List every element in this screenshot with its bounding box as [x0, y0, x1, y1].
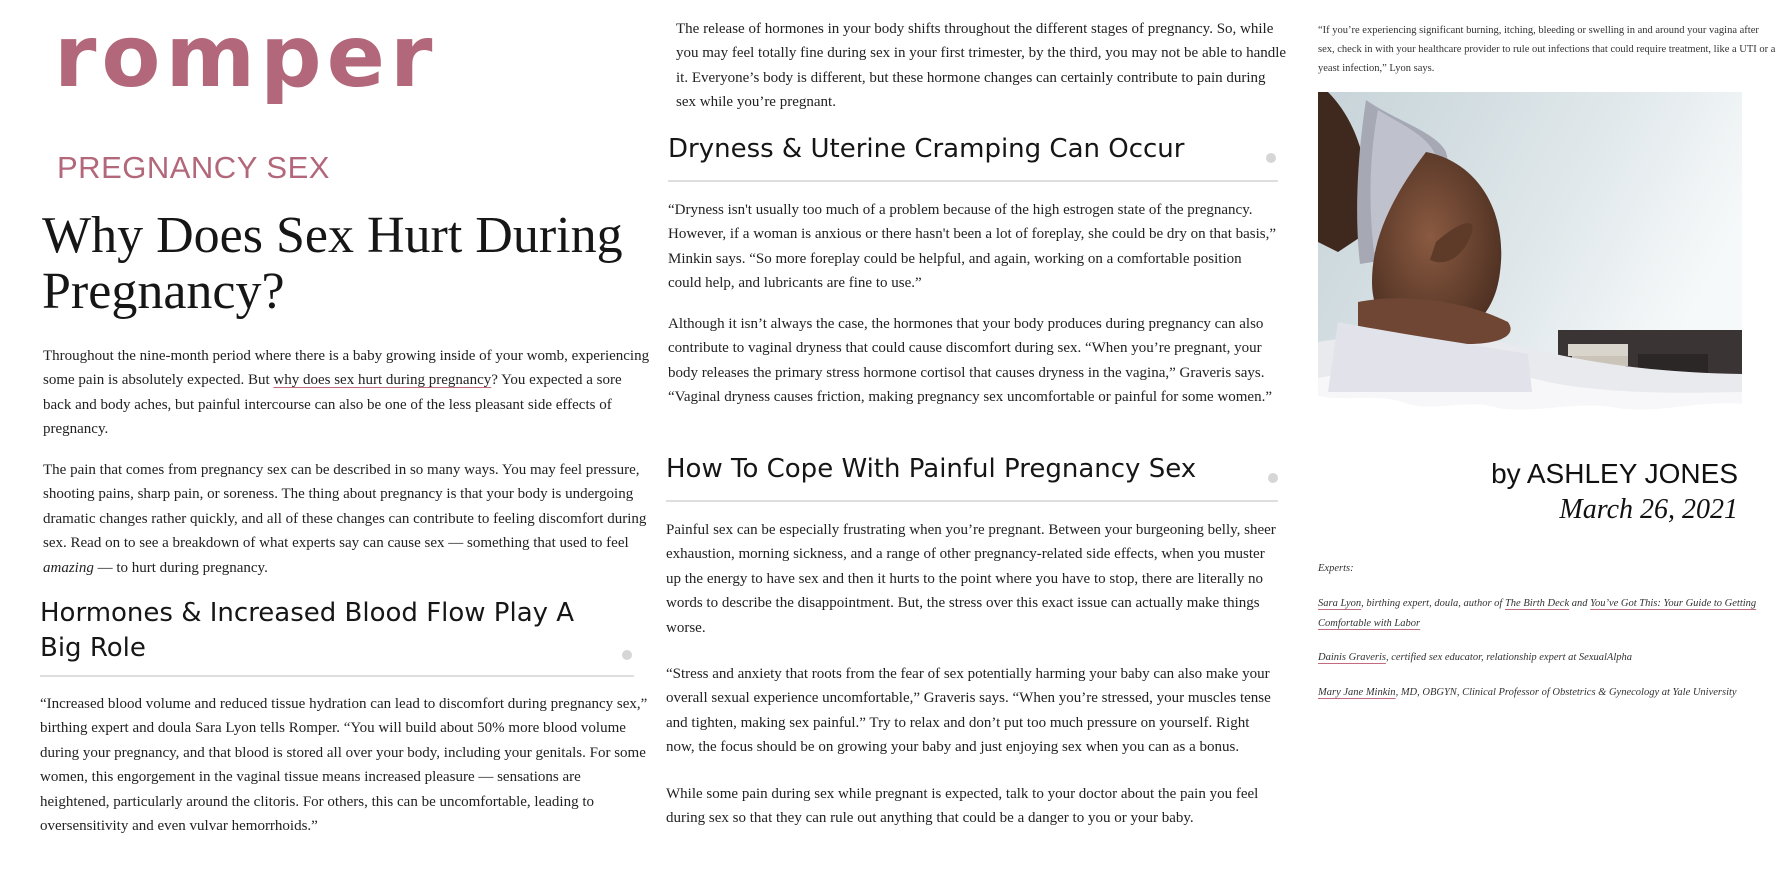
- intro-p1-text-b: ? You expected a sore back and body aches, but painful intercourse can also be one of the less pleasant side effects of pregnancy.: [43, 372, 622, 438]
- book-link-youve-got-this[interactable]: You’ve Got This: Your Guide to Getting Comfortable with Labor: [1318, 598, 1757, 629]
- expert-link-mary-jane-minkin[interactable]: Mary Jane Minkin: [1318, 687, 1396, 698]
- section-divider: [40, 675, 634, 677]
- expert-link-sara-lyon[interactable]: Sara Lyon: [1318, 598, 1362, 609]
- article-title: Why Does Sex Hurt During Pregnancy?: [42, 207, 623, 320]
- section-divider: [668, 180, 1278, 182]
- expert-2-desc: , certified sex educator, relationship expert at SexualAlpha: [1385, 652, 1632, 663]
- intro-paragraph-2: [43, 458, 653, 580]
- intro-paragraph-1: [43, 344, 653, 442]
- section-divider: [666, 500, 1278, 502]
- closing-quote: “If you’re experiencing significant burning, itching, bleeding or swelling in and around your vagina after sex, check in with your healthcare provider to rule out infections that could require treatment, like a UTI or a yeast infection,” Lyon says.: [1318, 25, 1776, 74]
- publish-date: March 26, 2021: [1559, 494, 1738, 525]
- section-heading-hormones: Hormones & Increased Blood Flow Play A Big Role: [40, 598, 575, 663]
- byline: [1491, 458, 1738, 490]
- intro-p2-emphasis: amazing: [43, 559, 94, 576]
- column-middle: [666, 0, 1288, 888]
- expert-1-desc: , birthing expert, doula, author of: [1361, 598, 1505, 609]
- romper-logo[interactable]: romper: [54, 7, 438, 107]
- section3-paragraph-2: “Stress and anxiety that roots from the fear of sex potentially harming your baby can also make your overall sexual experience uncomfortable,” Graveris says. “When you’re stressed, your muscles tense and tighten, making sex painful.” Try to relax and don’t put too much pressure on yourself. Right now, the focus should be on growing your baby and just enjoying sex when you can as a bonus.: [666, 666, 1271, 756]
- section2-paragraph-2: Although it isn’t always the case, the hormones that your body produces during pregnancy can also contribute to vaginal dryness that could cause discomfort during sex. “When you’re pregnant, your body releases the primary stress hormone cortisol that causes dryness in the vagina,” Graveris says. “Vaginal dryness causes friction, making pregnancy sex uncomfortable or painful for some women.”: [668, 316, 1272, 406]
- section-heading-cope: How To Cope With Painful Pregnancy Sex: [666, 454, 1197, 484]
- expert-entry-3: [1318, 683, 1778, 703]
- section2-paragraph-1: “Dryness isn't usually too much of a problem because of the high estrogen state of the pregnancy. However, if a woman is anxious or there hasn't been a lot of foreplay, she could be dry on that basis,” Minkin says. “So more foreplay could be helpful, and again, working on a comfortable position could help, and lubricants are fine to use.”: [668, 202, 1277, 292]
- pregnant-woman-photo: [1318, 92, 1742, 412]
- section1-paragraph-2: The release of hormones in your body shifts throughout the different stages of pregnancy. So, while you may feel totally fine during sex in your first trimester, by the third, you may not be able to handle it. Everyone’s body is different, but these hormone changes can certainly contribute to pain during sex while you’re pregnant.: [676, 21, 1287, 111]
- category-label[interactable]: PREGNANCY SEX: [57, 150, 330, 185]
- column-right: [1318, 0, 1778, 888]
- expert-link-dainis-graveris[interactable]: Dainis Graveris: [1318, 652, 1386, 663]
- column-left: [40, 0, 650, 888]
- experts-heading: Experts:: [1318, 563, 1354, 574]
- section1-paragraph-1: “Increased blood volume and reduced tissue hydration can lead to discomfort during pregnancy sex,” birthing expert and doula Sara Lyon tells Romper. “You will build about 50% more blood volume during your pregnancy, and that blood is stored all over your body, including your genitals. For some women, this engorgement in the vaginal tissue means increased pleasure — sensations are heightened, particularly around the clitoris. For others, this can be uncomfortable, leading to oversensitivity and even vulvar hemorrhoids.”: [40, 696, 648, 835]
- intro-inline-link[interactable]: why does sex hurt during pregnancy: [273, 372, 492, 389]
- expert-entry-1: [1318, 594, 1778, 634]
- book-link-birth-deck[interactable]: The Birth Deck: [1504, 598, 1570, 609]
- byline-prefix: by: [1491, 458, 1521, 489]
- author-name-link[interactable]: ASHLEY JONES: [1526, 458, 1738, 489]
- section3-paragraph-3: While some pain during sex while pregnant is expected, talk to your doctor about the pain you feel during sex so that they can rule out anything that could be a danger to you or your baby.: [666, 786, 1259, 827]
- heading-marker-dot: [1266, 153, 1276, 163]
- intro-p1-text-a: Throughout the nine-month period where there is a baby growing inside of your womb, experiencing some pain is absolutely expected. But: [43, 348, 650, 389]
- intro-p2-text-b: — to hurt during pregnancy.: [93, 559, 268, 576]
- expert-entry-2: [1318, 648, 1778, 668]
- heading-marker-dot: [622, 650, 632, 660]
- section3-paragraph-1: Painful sex can be especially frustrating when you’re pregnant. Between your burgeoning belly, sheer exhaustion, morning sickness, and a range of other pregnancy-related side effects, when you muster up the energy to have sex and then it hurts to the point where you have to stop, there are literally no words to describe the disappointment. But, the stress over this exact issue can actually make things worse.: [666, 522, 1276, 636]
- heading-marker-dot: [1268, 473, 1278, 483]
- expert-3-desc: , MD, OBGYN, Clinical Professor of Obstetrics & Gynecology at Yale University: [1395, 687, 1737, 698]
- expert-1-and: and: [1569, 598, 1591, 609]
- intro-p2-text-a: The pain that comes from pregnancy sex can be described in so many ways. You may feel pressure, shooting pains, sharp pain, or soreness. The thing about pregnancy is that your body is undergoing dramatic changes rather quickly, and all of these changes can contribute to feeling discomfort during sex. Read on to see a breakdown of what experts say can cause sex — something that used to feel: [43, 462, 647, 552]
- section-heading-dryness: Dryness & Uterine Cramping Can Occur: [668, 134, 1185, 164]
